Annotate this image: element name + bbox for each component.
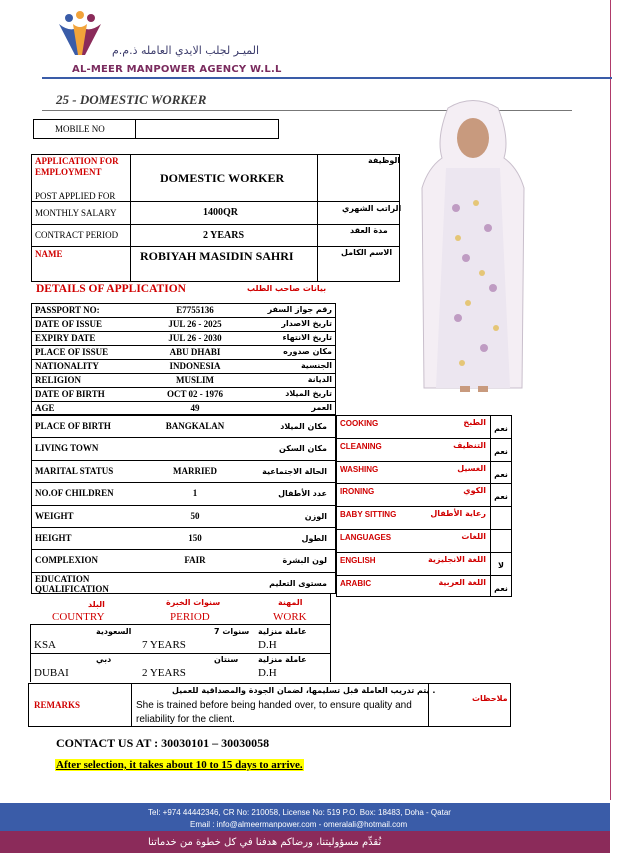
contract-label: CONTRACT PERIOD — [35, 230, 119, 240]
exp-work-ar: عاملة منزلية — [258, 627, 307, 636]
detail-ar: مستوى التعليم — [269, 579, 327, 588]
detail-label: NATIONALITY — [35, 361, 99, 371]
name-ar: الاسم الكامل — [341, 248, 393, 257]
application-label: APPLICATION FOR EMPLOYMENT — [35, 156, 119, 177]
skill-label: CLEANING — [340, 442, 382, 451]
skill-ar: اللغة الانجليزية — [428, 555, 486, 564]
detail-ar: رقم جواز السفر — [267, 305, 332, 314]
detail-ar: مكان السكن — [279, 444, 327, 453]
footer-line-2: Email : info@almeermanpower.com - omeralali@hotmail.com — [190, 820, 408, 829]
detail-ar: مكان صدوره — [283, 347, 332, 356]
detail-ar: الحالة الاجتماعية — [262, 467, 327, 476]
row-divider — [31, 331, 336, 332]
detail-value: JUL 26 - 2030 — [168, 333, 222, 343]
skill-answer: نعم — [494, 447, 508, 456]
detail-ar: لون البشرة — [282, 556, 327, 565]
footer-slogan: نُقدِّم مسؤوليتنا، ورضاكم هدفنا في كل خطوة من خدماتنا — [148, 837, 382, 848]
contact-line: CONTACT US AT : 30030101 – 30030058 — [56, 736, 270, 750]
contract-ar: مدة العقد — [350, 226, 388, 235]
exp-country: KSA — [34, 639, 57, 651]
row-divider — [336, 461, 512, 462]
exp-period: 7 YEARS — [142, 639, 186, 651]
skill-label: COOKING — [340, 419, 379, 428]
exp-work: D.H — [258, 639, 277, 651]
row-divider — [336, 529, 512, 530]
exp-head-work: WORK — [273, 611, 307, 623]
exp-period-ar: 7 سنوات — [214, 627, 250, 636]
row-divider — [31, 572, 336, 573]
detail-ar: عدد الأطفال — [278, 489, 327, 498]
skill-answer: نعم — [494, 424, 508, 433]
row-divider — [31, 345, 336, 346]
row-divider — [336, 575, 512, 576]
remarks-ar-text: يتم تدريب العاملة قبل تسليمها، لضمان الجودة والمصداقية للعميل . — [172, 686, 436, 695]
detail-label: EDUCATION QUALIFICATION — [35, 574, 109, 594]
row-divider — [336, 483, 512, 484]
skill-label: IRONING — [340, 487, 375, 496]
detail-value: JUL 26 - 2025 — [168, 319, 222, 329]
remarks-label: REMARKS — [34, 700, 81, 710]
skill-ar: اللغة العربية — [438, 578, 486, 587]
exp-country-ar: السعودية — [96, 627, 132, 636]
details-label: DETAILS OF APPLICATION — [36, 283, 186, 295]
name-value: ROBIYAH MASIDIN SAHRI — [140, 249, 294, 263]
detail-ar: تاريخ الانتهاء — [282, 333, 332, 342]
detail-ar: الوزن — [304, 512, 327, 521]
row-divider — [31, 359, 336, 360]
skill-answer: نعم — [494, 584, 508, 593]
row-divider — [31, 460, 336, 461]
exp-period: 2 YEARS — [142, 667, 186, 679]
skill-ar: الغسيل — [457, 464, 486, 473]
header-rule — [42, 77, 612, 79]
detail-value: E7755136 — [176, 305, 214, 315]
detail-value: 150 — [188, 533, 202, 543]
skill-ar: الكوي — [463, 486, 486, 495]
detail-value: FAIR — [184, 555, 206, 565]
detail-label: DATE OF BIRTH — [35, 389, 105, 399]
row-divider — [31, 505, 336, 506]
remarks-ar-label: ملاحظات — [472, 694, 508, 703]
detail-ar: تاريخ الميلاد — [285, 389, 332, 398]
name-label: NAME — [35, 249, 63, 259]
detail-value: 49 — [190, 403, 200, 413]
exp-work: D.H — [258, 667, 277, 679]
exp-country-ar: دبي — [96, 655, 112, 664]
detail-ar: الطول — [301, 534, 327, 543]
detail-label: COMPLEXION — [35, 555, 98, 565]
row-divider — [31, 437, 336, 438]
detail-ar: تاريخ الاصدار — [281, 319, 332, 328]
skill-ar: الطبخ — [463, 418, 486, 427]
row-divider — [31, 317, 336, 318]
detail-value: ABU DHABI — [169, 347, 221, 357]
skill-answer: لا — [498, 561, 504, 570]
detail-label: PASSPORT NO: — [35, 305, 100, 315]
exp-country: DUBAI — [34, 667, 69, 679]
exp-head-country-ar: البلد — [88, 600, 105, 609]
skill-label: ENGLISH — [340, 556, 376, 565]
exp-head-work-ar: المهنة — [278, 598, 303, 607]
page-title: 25 - DOMESTIC WORKER — [56, 92, 207, 107]
footer-line-1: Tel: +974 44442346, CR No: 210058, License No: 519 P.O. Box: 18483, Doha - Qatar — [148, 808, 451, 817]
skill-label: BABY SITTING — [340, 510, 397, 519]
detail-label: LIVING TOWN — [35, 443, 99, 453]
row-divider — [336, 438, 512, 439]
row-divider — [336, 552, 512, 553]
row-divider — [31, 549, 336, 550]
contract-value: 2 YEARS — [203, 230, 245, 241]
detail-value: INDONESIA — [169, 361, 221, 371]
detail-label: RELIGION — [35, 375, 82, 385]
detail-value: OCT 02 - 1976 — [166, 389, 224, 399]
row-divider — [336, 506, 512, 507]
exp-period-ar: سنتان — [214, 655, 239, 664]
detail-value: MARRIED — [173, 466, 217, 476]
detail-label: PLACE OF ISSUE — [35, 347, 109, 357]
exp-head-country: COUNTRY — [52, 611, 105, 623]
row-divider — [31, 401, 336, 402]
row-divider — [31, 482, 336, 483]
detail-label: DATE OF ISSUE — [35, 319, 103, 329]
logo-arabic-name: الميـر لجلب الايدي العامله ذ.م.م — [112, 44, 260, 57]
detail-ar: الديانة — [307, 375, 332, 384]
details-ar: بيانات صاحب الطلب — [247, 284, 327, 293]
detail-value: 50 — [190, 511, 200, 521]
row-divider — [31, 527, 336, 528]
post-applied-label: POST APPLIED FOR — [35, 191, 116, 201]
detail-value: BANGKALAN — [165, 421, 225, 431]
detail-ar: العمر — [311, 403, 332, 412]
exp-head-period: PERIOD — [170, 611, 210, 623]
skill-label: ARABIC — [340, 579, 372, 588]
detail-label: EXPIRY DATE — [35, 333, 96, 343]
salary-ar: الراتب الشهري — [342, 204, 402, 213]
logo-english-name: AL-MEER MANPOWER AGENCY W.L.L — [72, 64, 282, 75]
detail-ar: مكان الميلاد — [280, 422, 327, 431]
skill-answer: نعم — [494, 492, 508, 501]
mobile-label: MOBILE NO — [55, 124, 105, 134]
skill-label: WASHING — [340, 465, 379, 474]
detail-label: PLACE OF BIRTH — [35, 421, 111, 431]
agency-logo — [55, 10, 105, 60]
exp-head-period-ar: سنوات الخبرة — [166, 598, 221, 607]
detail-value: MUSLIM — [176, 375, 214, 385]
detail-label: NO.OF CHILDREN — [35, 488, 114, 498]
skill-label: LANGUAGES — [340, 533, 392, 542]
page-border — [610, 0, 611, 800]
post-ar: الوظيفة — [368, 156, 401, 165]
detail-value: 1 — [192, 488, 198, 498]
skill-ar: اللغات — [461, 532, 486, 541]
detail-label: AGE — [35, 403, 55, 413]
exp-work-ar: عاملة منزلية — [258, 655, 307, 664]
row-divider — [31, 373, 336, 374]
row-divider — [31, 387, 336, 388]
detail-label: MARITAL STATUS — [35, 466, 114, 476]
detail-label: HEIGHT — [35, 533, 72, 543]
remarks-en-text: She is trained before being handed over, to ensure quality and reliability for the client. — [136, 700, 412, 725]
skill-ar: رعاية الأطفال — [430, 509, 486, 518]
skill-answer: نعم — [494, 470, 508, 479]
skill-ar: التنظيف — [453, 441, 486, 450]
detail-ar: الجنسية — [300, 361, 332, 370]
arrival-note: After selection, it takes about 10 to 15 days to arrive. — [56, 759, 303, 771]
detail-label: WEIGHT — [35, 511, 74, 521]
salary-value: 1400QR — [203, 207, 238, 218]
post-value: DOMESTIC WORKER — [160, 171, 285, 185]
row-divider — [30, 653, 330, 654]
worker-photo — [418, 98, 528, 403]
salary-label: MONTHLY SALARY — [35, 208, 117, 218]
